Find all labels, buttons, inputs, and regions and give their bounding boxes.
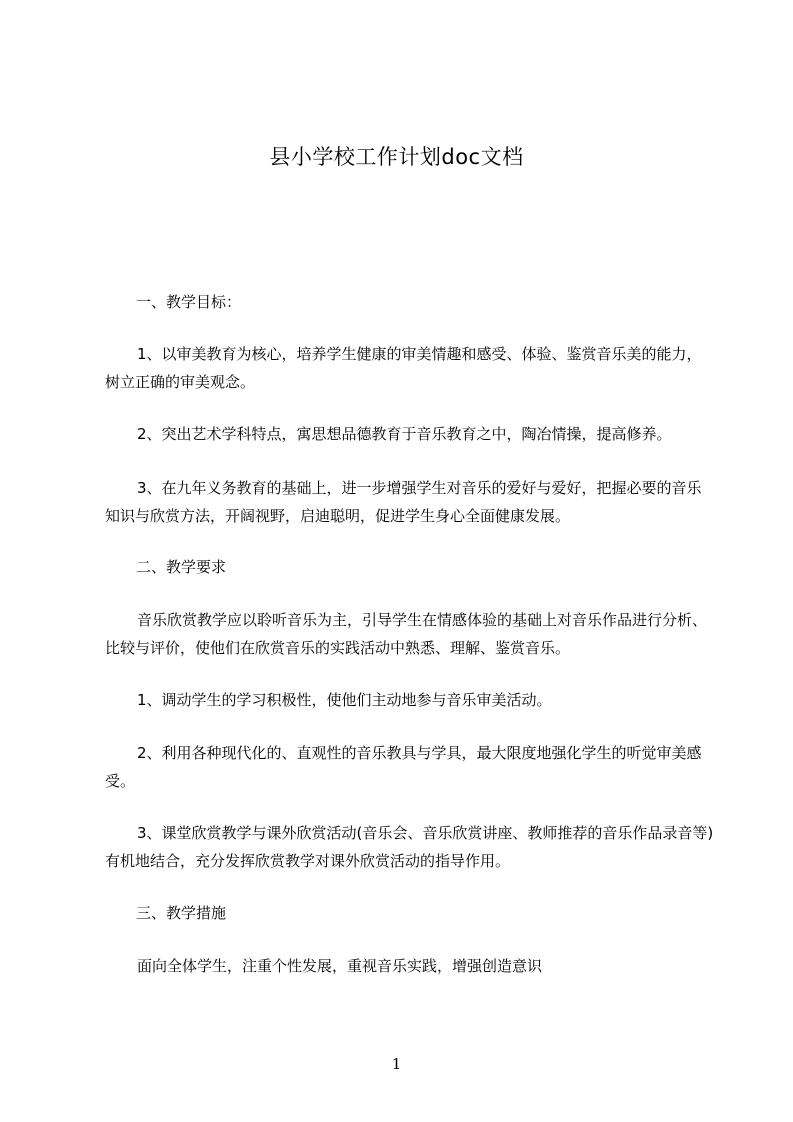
paragraph-2-2: 1、调动学生的学习积极性，使他们主动地参与音乐审美活动。 [137, 691, 552, 709]
section-heading-2: 二、教学要求 [136, 558, 227, 576]
paragraph-3-1: 面向全体学生，注重个性发展，重视音乐实践，增强创造意识 [137, 957, 543, 975]
paragraph-2-4: 3、课堂欣赏教学与课外欣赏活动(音乐会、音乐欣赏讲座、教师推荐的音乐作品录音等)有机地结合，充分发挥欣赏教学对课外欣赏活动的指导作用。 [105, 824, 714, 870]
page-number: 1 [391, 1055, 402, 1073]
paragraph-1-3: 3、在九年义务教育的基础上，进一步增强学生对音乐的爱好与爱好，把握必要的音乐知识与欣赏方法，开阔视野，启迪聪明，促进学生身心全面健康发展。 [105, 479, 702, 525]
paragraph-1-1: 1、以审美教育为核心，培养学生健康的审美情趣和感受、体验、鉴赏音乐美的能力，树立正确的审美观念。 [105, 345, 702, 391]
paragraph-1-2: 2、突出艺术学科特点，寓思想品德教育于音乐教育之中，陶冶情操，提高修养。 [137, 425, 672, 443]
document-title: 县小学校工作计划doc文档 [269, 145, 524, 169]
section-heading-1: 一、教学目标： [136, 293, 242, 311]
paragraph-2-3: 2、利用各种现代化的、直观性的音乐教具与学具，最大限度地强化学生的听觉审美感受。 [105, 744, 702, 790]
paragraph-2-1: 音乐欣赏教学应以聆听音乐为主，引导学生在情感体验的基础上对音乐作品进行分析、比较与评价，使他们在欣赏音乐的实践活动中熟悉、理解、鉴赏音乐。 [105, 611, 708, 657]
section-heading-3: 三、教学措施 [136, 904, 227, 922]
